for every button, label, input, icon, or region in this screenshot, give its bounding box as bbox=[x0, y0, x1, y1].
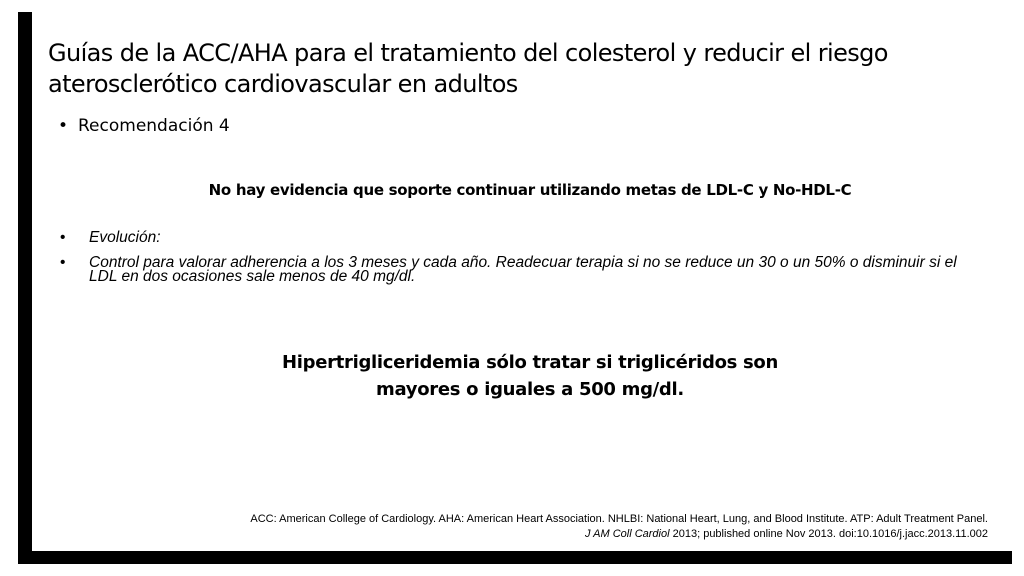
citation-details: 2013; published online Nov 2013. doi:10.1016/j.jacc.2013.11.002 bbox=[669, 528, 988, 540]
bullet-dot-icon: • bbox=[60, 229, 66, 246]
footer-references bbox=[88, 512, 988, 542]
list-item-text: Control para valorar adherencia a los 3 meses y cada año. Readecuar terapia si no se reduce un 30 o un 50% o disminuir si el LDL en dos ocasiones sale menos de 40 mg/dl. bbox=[89, 254, 957, 285]
list-item bbox=[60, 256, 960, 284]
recommendation-label: Recomendación 4 bbox=[78, 116, 230, 136]
slide-title: Guías de la ACC/AHA para el tratamiento del colesterol y reducir el riesgo aterosclerótico cardiovascular en adultos bbox=[48, 39, 888, 98]
left-border-bar bbox=[18, 12, 32, 564]
hypertriglyceridemia-statement bbox=[40, 349, 1020, 403]
citation-journal: J AM Coll Cardiol bbox=[585, 528, 670, 540]
abbreviations-note: ACC: American College of Cardiology. AHA: American Heart Association. NHLBI: National Heart, Lung, and Blood Institute. ATP: Adult Treatment Panel. bbox=[250, 513, 988, 525]
list-item bbox=[60, 231, 960, 245]
bullet-dot-icon: • bbox=[60, 254, 66, 271]
bullet-dot-icon: • bbox=[58, 116, 69, 136]
recommendation-item bbox=[58, 115, 230, 137]
evidence-statement: No hay evidencia que soporte continuar utilizando metas de LDL-C y No-HDL-C bbox=[208, 181, 852, 199]
bottom-border-bar bbox=[18, 551, 1012, 564]
citation bbox=[88, 527, 988, 542]
list-item-text: Evolución: bbox=[89, 229, 161, 246]
hypertriglyceridemia-line-2: mayores o iguales a 500 mg/dl. bbox=[376, 379, 684, 400]
hypertriglyceridemia-line-1: Hipertrigliceridemia sólo tratar si triglicéridos son bbox=[281, 352, 779, 373]
